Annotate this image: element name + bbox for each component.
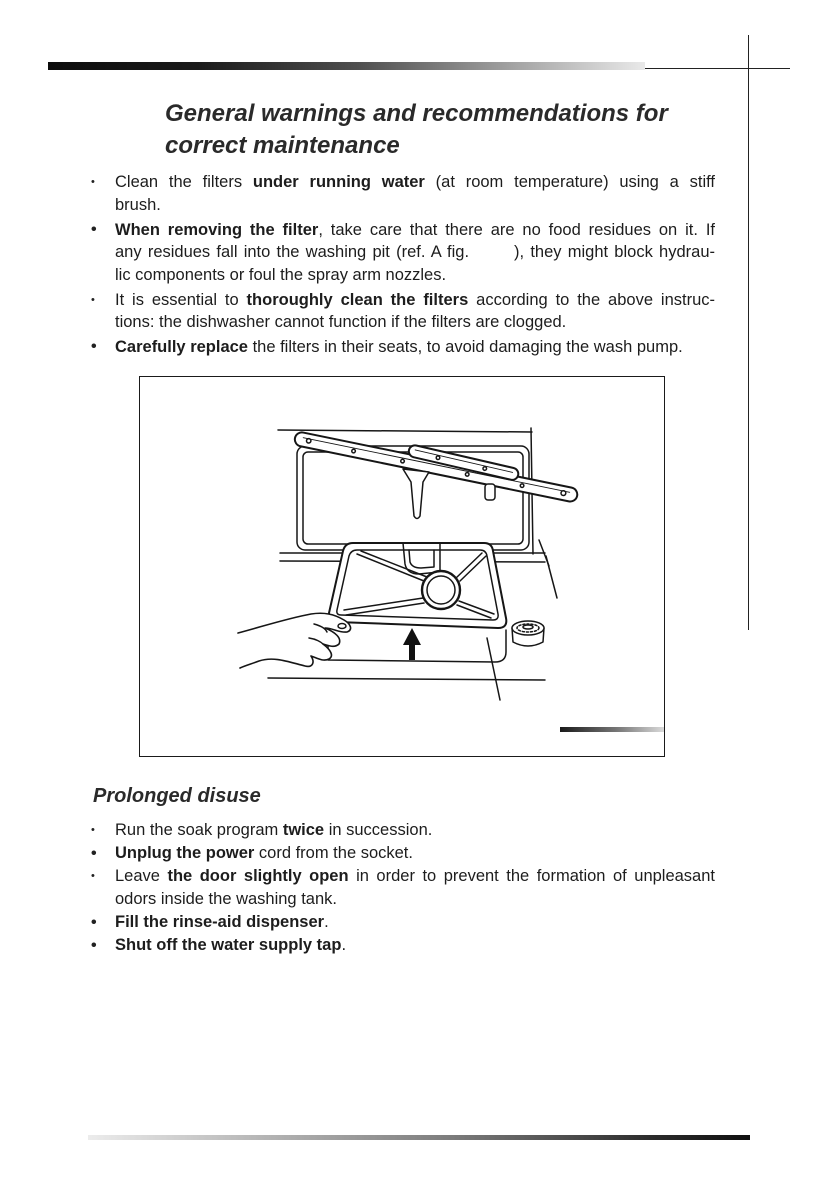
- maintenance-bullet-list: [91, 171, 715, 359]
- text-line: [115, 842, 715, 865]
- section-title: [165, 98, 668, 162]
- list-item: [91, 865, 715, 911]
- section-title-line: General warnings and recommendations for: [165, 100, 668, 127]
- text: cord from the socket.: [254, 844, 413, 862]
- text: It is essential to: [115, 290, 247, 309]
- filter-assembly: [329, 543, 506, 628]
- text: .: [341, 936, 347, 954]
- bold-text: the door slightly open: [167, 867, 349, 885]
- text: odors inside the washing tank.: [115, 890, 337, 908]
- margin-rule: [748, 35, 749, 630]
- text: the filters in their seats, to avoid damaging the wash pump.: [247, 338, 683, 356]
- bold-text: under running water: [252, 173, 425, 191]
- bullet-marker: •: [91, 338, 97, 355]
- text: Clean the filters: [115, 173, 253, 191]
- list-item: [91, 842, 715, 865]
- bold-text: Shut off the water supply tap: [115, 936, 342, 954]
- text: lic components or foul the spray arm nozzles.: [115, 265, 447, 284]
- text-line: [115, 264, 715, 287]
- bullet-marker: •: [91, 845, 97, 862]
- text: brush.: [115, 195, 161, 214]
- text: any residues fall into the washing pit (ref. A fig.: [115, 243, 470, 261]
- bullet-marker: •: [91, 824, 95, 836]
- list-item: [91, 336, 715, 359]
- bold-text: thoroughly clean the filters: [246, 290, 469, 309]
- section-title-line: correct maintenance: [165, 132, 400, 159]
- footer-gradient-bar: [88, 1135, 750, 1140]
- bold-text: Unplug the power: [115, 844, 255, 862]
- text: Leave: [115, 867, 168, 885]
- bullet-marker: •: [91, 220, 97, 238]
- text-line: [115, 171, 715, 194]
- text-line: [115, 219, 715, 242]
- text-line: [115, 934, 715, 957]
- item-text: [115, 819, 715, 842]
- bullet-marker: •: [91, 914, 97, 931]
- item-text: [115, 219, 715, 287]
- bold-text: Fill the rinse-aid dispenser: [115, 913, 325, 931]
- text-line: [115, 336, 715, 359]
- text-line: [115, 194, 715, 217]
- text: Run the soak program: [115, 821, 283, 839]
- drain-cap: [512, 621, 544, 646]
- item-text: [115, 289, 715, 334]
- list-item: [91, 819, 715, 842]
- text-line: [115, 241, 715, 264]
- item-text: [115, 865, 715, 911]
- header-rule: [645, 68, 790, 69]
- bullet-marker: •: [91, 870, 95, 882]
- text: in order to prevent the formation of unpleasant: [348, 867, 715, 885]
- text: (at room temperature) using a stiff: [424, 173, 715, 191]
- bold-text: twice: [282, 821, 325, 839]
- header-gradient-bar: [48, 62, 645, 70]
- bullet-marker: •: [91, 937, 97, 954]
- bullet-marker: •: [91, 176, 95, 188]
- filter-removal-figure: [139, 376, 665, 757]
- text-line: [115, 888, 715, 911]
- item-text: [115, 842, 715, 865]
- item-text: [115, 336, 715, 359]
- bold-text: Carefully replace: [115, 338, 248, 356]
- bullet-marker: •: [91, 293, 95, 306]
- list-item: [91, 171, 715, 216]
- text: ), they might block hydrau-: [514, 243, 715, 261]
- text-line: [115, 289, 715, 312]
- list-item: [91, 289, 715, 334]
- figure-gradient-bar: [560, 727, 664, 732]
- filter-removal-illustration: [139, 376, 665, 757]
- list-item: [91, 934, 715, 957]
- list-item: [91, 219, 715, 287]
- item-text: [115, 911, 715, 934]
- text: according to the above instruc-: [468, 290, 715, 309]
- text-line: [115, 819, 715, 842]
- list-item: [91, 911, 715, 934]
- text-line: [115, 865, 715, 888]
- text: in succession.: [324, 821, 433, 839]
- text: , take care that there are no food residues on it. If: [318, 220, 715, 239]
- text: tions: the dishwasher cannot function if the filters are clogged.: [115, 313, 567, 331]
- text-line: [115, 311, 715, 334]
- disuse-bullet-list: [91, 819, 715, 957]
- item-text: [115, 171, 715, 216]
- item-text: [115, 934, 715, 957]
- text-line: [115, 911, 715, 934]
- section-heading: Prolonged disuse: [93, 785, 261, 807]
- bold-text: When removing the filter: [115, 220, 319, 239]
- text: .: [324, 913, 329, 931]
